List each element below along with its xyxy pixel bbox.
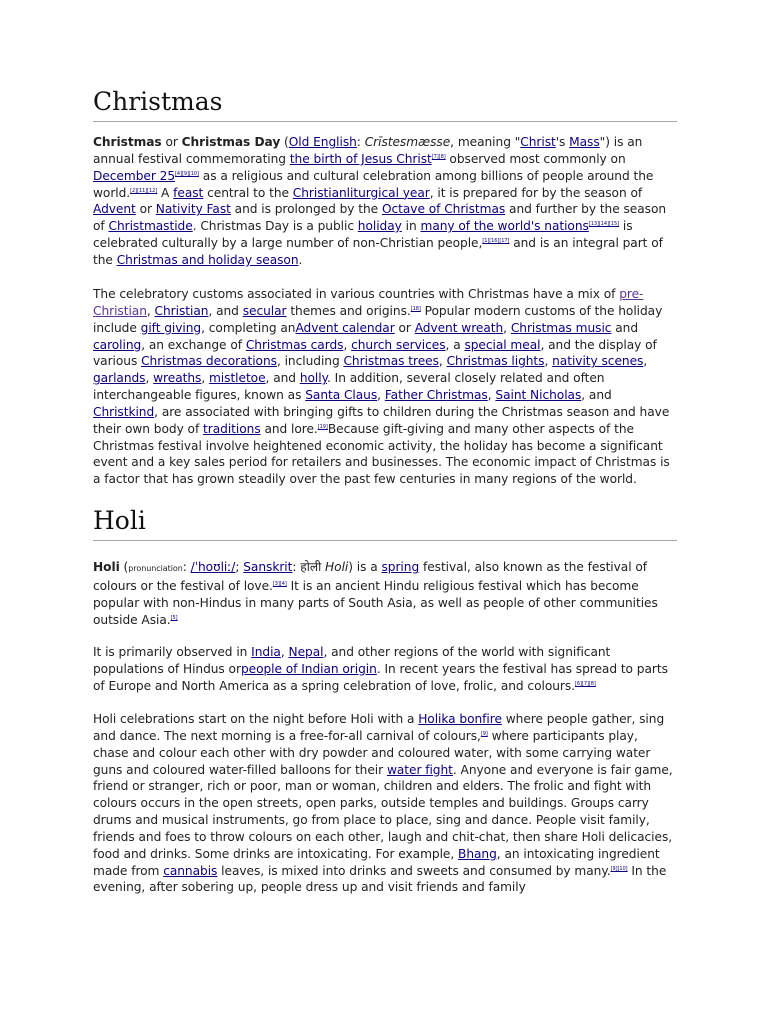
link-holika-bonfire[interactable]: Holika bonfire — [418, 712, 502, 726]
italic-holi: Holi — [325, 560, 349, 574]
citation[interactable]: [1][16][17] — [482, 238, 510, 245]
text: , it is prepared for by the season of — [429, 185, 643, 200]
link-christmas-decorations[interactable]: Christmas decorations — [141, 354, 277, 369]
citation[interactable]: [19] — [317, 423, 328, 430]
text: , and — [208, 303, 243, 318]
link-people-of-indian-origin[interactable]: people of Indian origin — [240, 661, 377, 676]
text: , — [343, 337, 352, 352]
link-special-meal[interactable]: special meal — [464, 337, 541, 352]
citation[interactable]: [4][9][10] — [175, 170, 199, 177]
text: In the evening, after sobering up, people dress up and visit friends and family — [93, 863, 667, 895]
text: where people gather, sing and dance. The next morning is a free-for-all carnival of colours, — [93, 712, 665, 743]
text: : — [356, 135, 365, 149]
text: , are associated with bringing gifts to children during the Christmas season and have their own body of — [93, 404, 670, 436]
text: , — [438, 354, 447, 369]
citation[interactable]: [18] — [410, 305, 421, 312]
link-christian[interactable]: Christian — [154, 303, 209, 318]
text: , and the display of various — [93, 337, 657, 369]
link-nativity-scenes[interactable]: nativity scenes — [552, 354, 644, 369]
link-old-english[interactable]: Old English — [288, 135, 357, 149]
link-garlands[interactable]: garlands — [93, 371, 146, 386]
text: Because gift-giving and many other aspects of the Christmas festival involve heightened economic activity, the holiday has become a significant event and a key sales period for retailers and businesses. The economic impact of Christmas is a factor that has grown steadily over the past few centuries in many regions of the world. — [93, 421, 670, 487]
citation[interactable]: [13][14][15] — [588, 221, 620, 228]
link-christmas-cards[interactable]: Christmas cards — [245, 337, 344, 352]
link-water-fight[interactable]: water fight — [386, 762, 453, 777]
link-ipa[interactable]: /ˈhoʊliː/ — [190, 560, 236, 574]
text: Holi celebrations start on the night before Holi with a — [93, 712, 419, 726]
link-saint-nicholas[interactable]: Saint Nicholas — [495, 388, 582, 403]
link-holiday[interactable]: holiday — [357, 219, 402, 234]
link-cannabis[interactable]: cannabis — [163, 863, 218, 878]
text: , meaning " — [450, 135, 521, 149]
link-christmas-lights[interactable]: Christmas lights — [446, 354, 545, 369]
link-advent-calendar[interactable]: Advent calendar — [295, 320, 395, 335]
link-advent[interactable]: Advent — [93, 202, 136, 217]
link-christ[interactable]: Christ — [520, 135, 556, 149]
link-sanskrit[interactable]: Sanskrit — [243, 560, 293, 574]
text: , — [643, 354, 648, 369]
text: ; — [235, 560, 244, 574]
text: , — [544, 354, 553, 369]
holi-paragraph-3 — [93, 711, 677, 896]
christmas-heading: Christmas — [93, 87, 677, 122]
text: where participants play, chase and colour each other with dry powder and coloured water, with some carrying water guns and coloured water-filled balloons for their — [93, 728, 651, 777]
text: or — [161, 135, 182, 149]
link-birth-of-jesus[interactable]: the birth of Jesus Christ — [289, 151, 432, 166]
link-feast[interactable]: feast — [173, 185, 204, 200]
link-christkind[interactable]: Christkind — [93, 404, 155, 419]
link-christmas-music[interactable]: Christmas music — [510, 320, 612, 335]
text: central to the — [203, 185, 293, 200]
text: . In recent years the festival has spread to parts of Europe and North America as a spring celebration of love, frolic, and colours. — [93, 661, 668, 693]
text: , and — [581, 388, 612, 403]
text: . — [298, 252, 303, 267]
holi-heading: Holi — [93, 506, 677, 541]
text: , completing an — [201, 320, 296, 335]
text: or — [394, 320, 415, 335]
link-christian-liturgical-year[interactable]: Christianliturgical year — [292, 185, 430, 200]
link-mistletoe[interactable]: mistletoe — [208, 371, 266, 386]
citation[interactable]: [9][10] — [610, 865, 628, 872]
text: ( — [119, 560, 129, 574]
text: A — [157, 185, 174, 200]
citation[interactable]: [2][11][12] — [130, 187, 158, 194]
holi-paragraph-1 — [93, 559, 677, 628]
bold-holi: Holi — [93, 560, 120, 574]
text: : — [182, 560, 191, 574]
link-spring[interactable]: spring — [381, 560, 420, 574]
bold-christmas-day: Christmas Day — [181, 135, 281, 149]
link-mass[interactable]: Mass — [569, 135, 600, 149]
link-nativity-fast[interactable]: Nativity Fast — [155, 202, 231, 217]
text: festival, also known as the festival of colours or the festival of love. — [93, 560, 648, 593]
text: , — [201, 371, 209, 386]
link-december-25[interactable]: December 25 — [93, 168, 176, 183]
text: ) is a — [348, 560, 382, 574]
text: observed most commonly on — [445, 151, 626, 166]
text: and is an integral part of the — [93, 236, 663, 267]
link-father-christmas[interactable]: Father Christmas — [384, 388, 488, 403]
bold-christmas: Christmas — [93, 135, 162, 149]
link-secular[interactable]: secular — [242, 303, 287, 318]
link-wreaths[interactable]: wreaths — [153, 371, 202, 386]
text: : — [292, 560, 301, 574]
italic-cristesmaesse: Crīstesmæsse — [364, 135, 451, 149]
text: is celebrated culturally by a large number of non-Christian people, — [93, 219, 633, 251]
text: , and — [265, 371, 300, 386]
pronunciation-label: pronunciation — [128, 564, 183, 573]
text: or — [135, 202, 156, 217]
text: in — [401, 219, 421, 234]
text: , including — [276, 354, 344, 369]
text: , — [280, 645, 289, 659]
text: and — [611, 320, 639, 335]
link-caroling[interactable]: caroling — [93, 337, 142, 352]
link-traditions[interactable]: traditions — [203, 421, 261, 436]
text: , — [487, 388, 496, 403]
link-india[interactable]: India — [251, 645, 281, 659]
link-bhang[interactable]: Bhang — [458, 846, 497, 861]
link-advent-wreath[interactable]: Advent wreath — [414, 320, 504, 335]
text: , an intoxicating ingredient made from — [93, 846, 660, 878]
text: It is primarily observed in — [93, 645, 252, 659]
link-pre-christian[interactable]: pre-Christian — [93, 287, 644, 318]
text: The celebratory customs associated in various countries with Christmas have a mix of — [93, 287, 620, 301]
devanagari-holi: होली — [300, 560, 322, 574]
text: 's — [555, 135, 570, 149]
text: as a religious and cultural celebration among billions of people around the world. — [93, 168, 654, 200]
citation[interactable]: [9] — [480, 730, 488, 737]
christmas-paragraph-1 — [93, 134, 677, 269]
text: , and other regions of the world with significant populations of Hindus or — [93, 645, 611, 676]
text: . Anyone and everyone is fair game, friend or stranger, rich or poor, man or woman, children and elders. The frolic and fight with colours occurs in the open streets, open parks, outside temples and buildings. Groups carry drums and musical instruments, go from place to place, sing and dance. People visit family, friends and foes to throw colours on each other, laugh and chit-chat, then share Holi delicacies, food and drinks. Some drinks are intoxicating. For example, — [93, 762, 673, 861]
citation[interactable]: [5] — [170, 614, 178, 621]
link-octave-of-christmas[interactable]: Octave of Christmas — [381, 202, 506, 217]
text: and is prolonged by the — [230, 202, 382, 217]
citation[interactable]: [7][8] — [431, 153, 446, 160]
text: . Christmas Day is a public — [192, 219, 358, 234]
text: . In addition, several closely related and often interchangeable figures, known as — [93, 371, 605, 403]
citation[interactable]: [6][7][8] — [574, 680, 596, 687]
link-many-nations[interactable]: many of the world's nations — [420, 219, 589, 234]
text: , — [503, 320, 511, 335]
citation[interactable]: [3][4] — [272, 580, 287, 587]
text: ( — [280, 135, 289, 149]
text: leaves, is mixed into drinks and sweets and consumed by many. — [217, 863, 611, 878]
link-christmas-trees[interactable]: Christmas trees — [343, 354, 439, 369]
text: , — [377, 388, 385, 403]
text: It is an ancient Hindu religious festival which has become popular with non-Hindus in many parts of South Asia, as well as people of other communities outside Asia. — [93, 578, 658, 627]
holi-paragraph-2 — [93, 644, 677, 695]
link-christmastide[interactable]: Christmastide — [108, 219, 193, 234]
text: ") is an annual festival commemorating — [93, 135, 643, 166]
link-holiday-season[interactable]: Christmas and holiday season — [116, 252, 299, 267]
text: Popular modern customs of the holiday include — [93, 303, 663, 335]
text: and further by the season of — [93, 202, 667, 234]
text: , — [145, 371, 154, 386]
christmas-paragraph-2 — [93, 286, 677, 488]
text: themes and origins. — [286, 303, 411, 318]
link-gift-giving[interactable]: gift giving — [140, 320, 202, 335]
link-nepal[interactable]: Nepal — [288, 645, 324, 659]
link-santa-claus[interactable]: Santa Claus — [305, 388, 378, 403]
text: , — [146, 303, 155, 318]
link-church-services[interactable]: church services — [351, 337, 446, 352]
text: , a — [445, 337, 465, 352]
link-holly[interactable]: holly — [299, 371, 327, 386]
text: and lore. — [260, 421, 318, 436]
text: , an exchange of — [141, 337, 246, 352]
